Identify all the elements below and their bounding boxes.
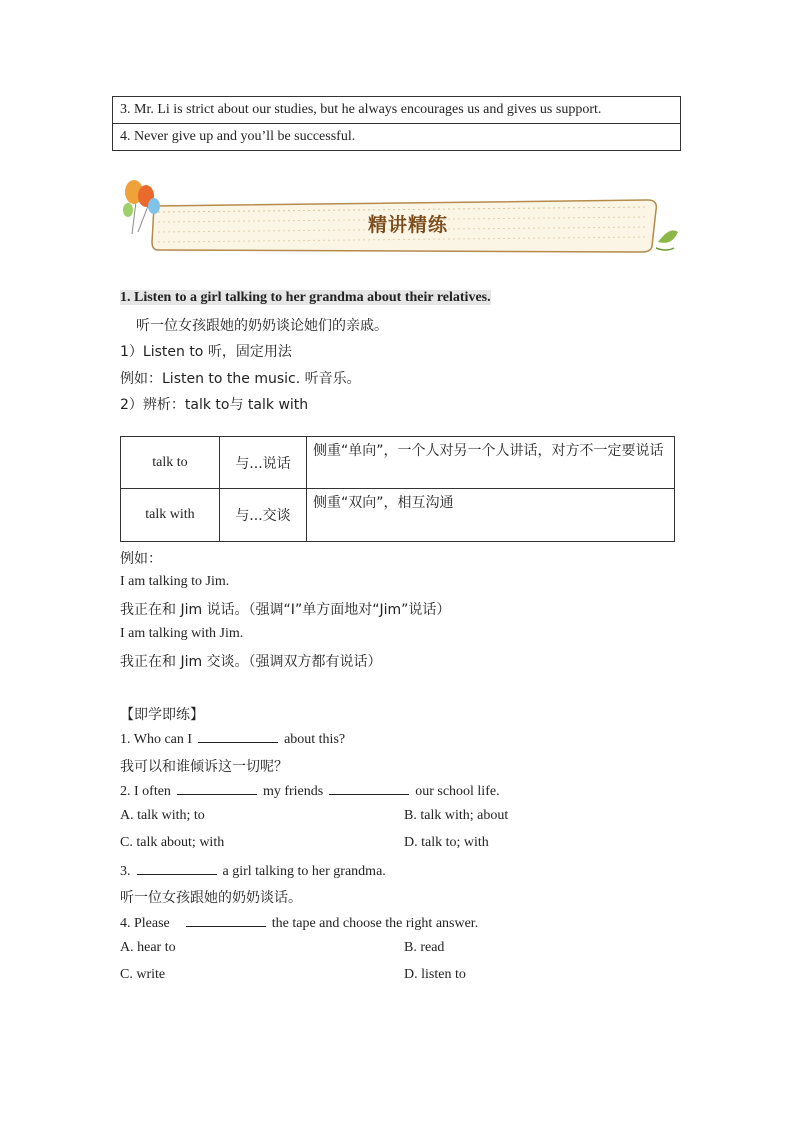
banner-title: 精讲精练: [368, 214, 449, 236]
example-line: I am talking with Jim.: [120, 626, 244, 641]
option-b[interactable]: B. talk with; about: [404, 808, 509, 823]
example-line: 我正在和 Jim 交谈。（强调双方都有说话）: [120, 654, 382, 670]
meaning-cell: 与...说话: [220, 437, 307, 489]
question-3: 3. a girl talking to her grandma.: [120, 864, 386, 879]
option-b[interactable]: B. read: [404, 940, 445, 955]
answer-blank[interactable]: [198, 730, 278, 743]
option-c[interactable]: C. talk about; with: [120, 835, 225, 850]
note-listen-to: 1）Listen to 听，固定用法: [120, 344, 292, 360]
practice-title: 【即学即练】: [120, 707, 204, 723]
examples-label: 例如：: [120, 551, 162, 567]
answer-blank[interactable]: [137, 862, 217, 875]
note-talk-to-with: 2）辨析：talk to与 talk with: [120, 397, 309, 413]
question-3-translation: 听一位女孩跟她的奶奶谈话。: [120, 890, 302, 906]
point-heading: 1. Listen to a girl talking to her grandma about their relatives.: [120, 290, 491, 305]
question-2: 2. I often my friends our school life.: [120, 784, 500, 799]
table-row: 4. Never give up and you’ll be successful.: [113, 124, 681, 151]
question-1-translation: 我可以和谁倾诉这一切呢？: [120, 759, 288, 775]
option-d[interactable]: D. talk to; with: [404, 835, 489, 850]
table-row: 3. Mr. Li is strict about our studies, but he always encourages us and gives us support.: [113, 97, 681, 124]
section-banner: [118, 176, 684, 258]
compare-table: [120, 436, 675, 542]
question-4: 4. Please the tape and choose the right answer.: [120, 916, 479, 931]
option-d[interactable]: D. listen to: [404, 967, 466, 982]
top-sentence-table: [112, 96, 681, 151]
answer-blank[interactable]: [329, 782, 409, 795]
example-line: I am talking to Jim.: [120, 574, 230, 589]
point-translation: 听一位女孩跟她的奶奶谈论她们的亲戚。: [136, 318, 388, 334]
example-line: 我正在和 Jim 说话。（强调“I”单方面地对“Jim”说话）: [120, 602, 451, 618]
option-a[interactable]: A. hear to: [120, 940, 176, 955]
option-c[interactable]: C. write: [120, 967, 166, 982]
answer-blank[interactable]: [186, 914, 266, 927]
option-a[interactable]: A. talk with; to: [120, 808, 205, 823]
example-listen: 例如：Listen to the music. 听音乐。: [120, 371, 361, 387]
answer-blank[interactable]: [177, 782, 257, 795]
phrase-cell: talk with: [121, 489, 220, 542]
explain-cell: 侧重“双向”，相互沟通: [307, 489, 675, 542]
question-1: 1. Who can I about this?: [120, 732, 346, 747]
meaning-cell: 与...交谈: [220, 489, 307, 542]
explain-cell: 侧重“单向”，一个人对另一个人讲话，对方不一定要说话: [307, 437, 675, 489]
phrase-cell: talk to: [121, 437, 220, 489]
